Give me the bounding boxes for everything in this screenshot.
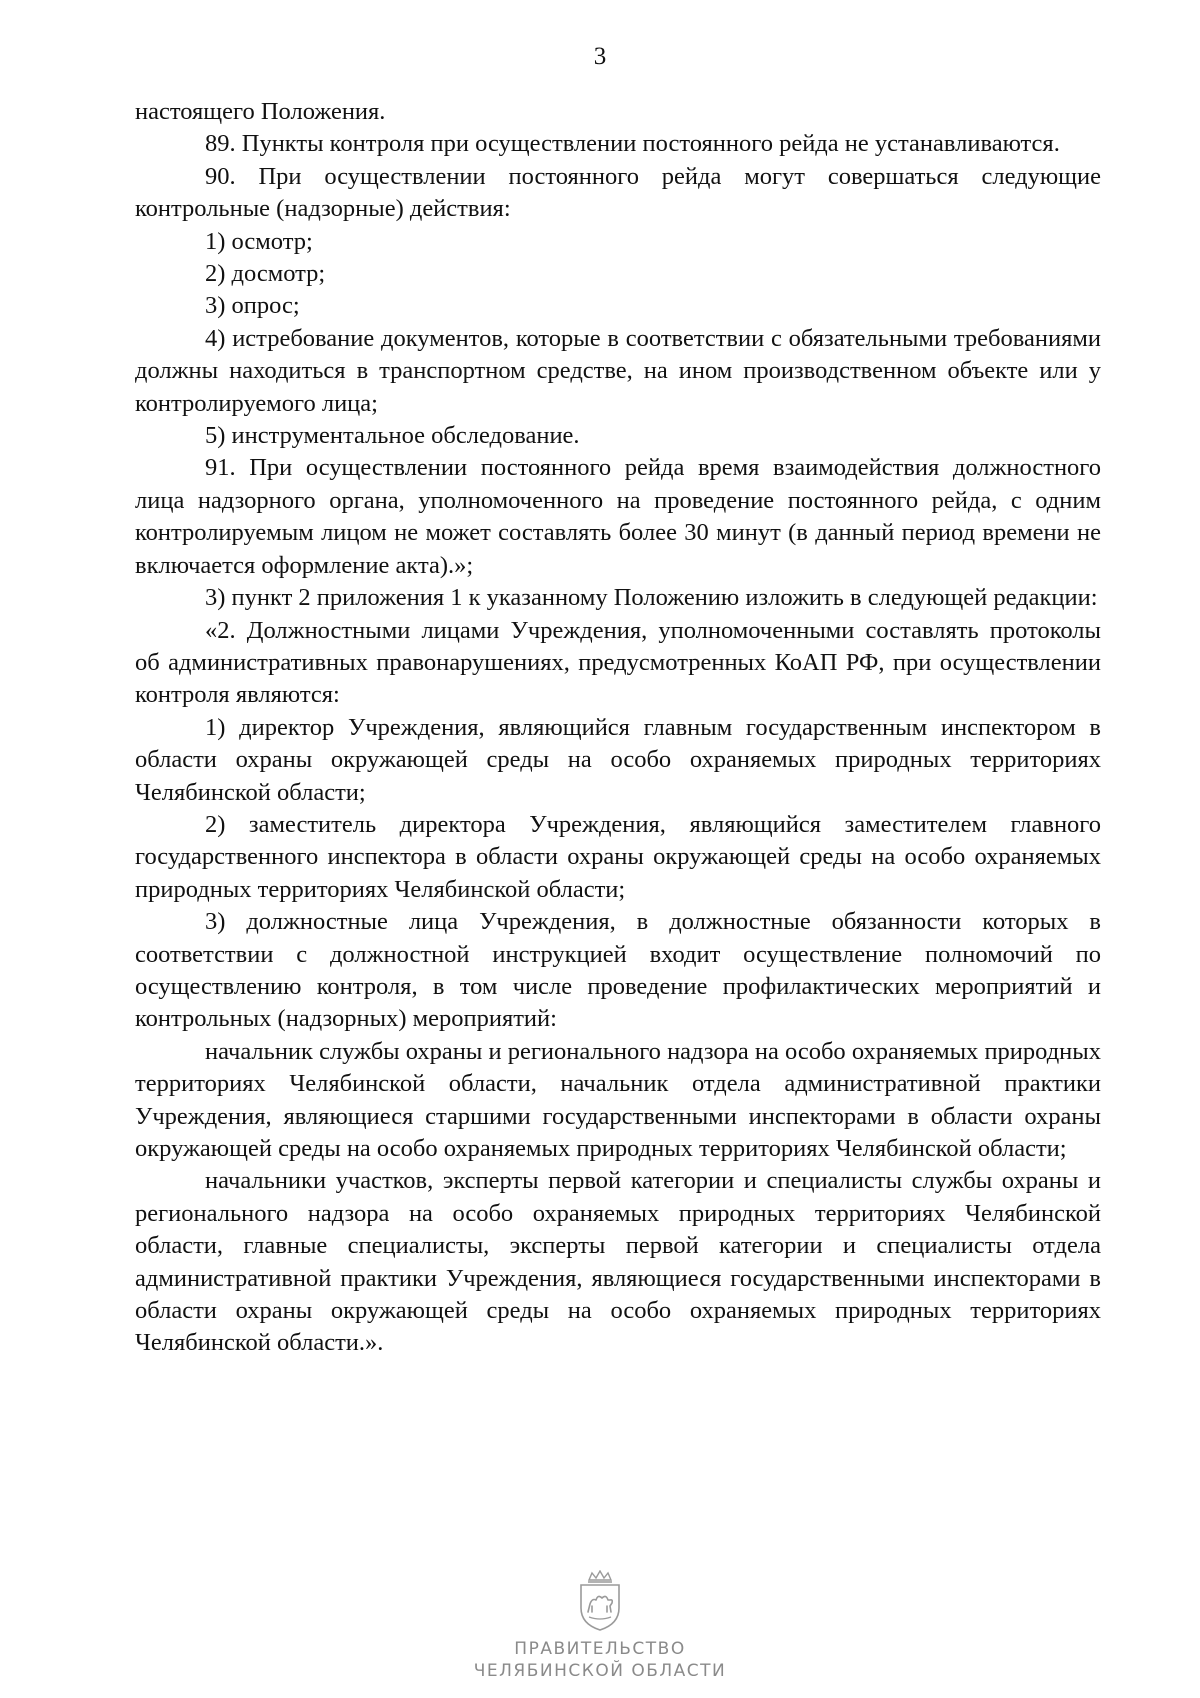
- list-item: 3) должностные лица Учреждения, в должностные обязанности которых в соответствии с должностной инструкцией входит осуществление полномочий по осуществлению контроля, в том числе проведение профилактических мероприятий и контрольных (надзорных) мероприятий:: [135, 908, 1101, 1033]
- list-item: 2) заместитель директора Учреждения, являющийся заместителем главного государственного инспектора в области охраны окружающей среды на особо охраняемых природных территориях Челябинской области;: [135, 810, 1101, 903]
- list-item: 2) досмотр;: [205, 260, 326, 288]
- document-body: [135, 96, 1101, 1360]
- list-item: 1) осмотр;: [205, 227, 313, 255]
- list-item: 3) опрос;: [205, 292, 300, 320]
- paragraph: «2. Должностными лицами Учреждения, уполномоченными составлять протоколы об административных правонарушениях, предусмотренных КоАП РФ, при осуществлении контроля являются:: [135, 616, 1101, 709]
- paragraph: 89. Пункты контроля при осуществлении постоянного рейда не устанавливаются.: [205, 130, 1060, 158]
- paragraph: 3) пункт 2 приложения 1 к указанному Положению изложить в следующей редакции:: [205, 584, 1098, 612]
- paragraph: 91. При осуществлении постоянного рейда время взаимодействия должностного лица надзорного органа, уполномоченного на проведение постоянного рейда, с одним контролируемым лицом не может составлять более 30 минут (в данный период времени не включается оформление акта).»;: [135, 454, 1101, 579]
- page-number: 3: [593, 43, 607, 70]
- watermark-line-2: ЧЕЛЯБИНСКОЙ ОБЛАСТИ: [473, 1661, 727, 1681]
- coat-of-arms-icon: [575, 1570, 625, 1632]
- paragraph: начальник службы охраны и регионального надзора на особо охраняемых природных территориях Челябинской области, начальник отдела административной практики Учреждения, являющиеся старшими государственными инспекторами в области охраны окружающей среды на особо охраняемых природных территориях Челябинской области;: [135, 1037, 1101, 1162]
- list-item: 4) истребование документов, которые в соответствии с обязательными требованиями должны находиться в транспортном средстве, на ином производственном объекте или у контролируемого лица;: [135, 324, 1101, 417]
- paragraph: 90. При осуществлении постоянного рейда могут совершаться следующие контрольные (надзорные) действия:: [135, 162, 1101, 223]
- paragraph: начальники участков, эксперты первой категории и специалисты службы охраны и регионального надзора на особо охраняемых природных территориях Челябинской области, главные специалисты, эксперты первой категории и специалисты отдела административной практики Учреждения, являющиеся государственными инспекторами в области охраны окружающей среды на особо охраняемых природных территориях Челябинской области.».: [135, 1167, 1101, 1357]
- list-item: 5) инструментальное обследование.: [205, 422, 580, 450]
- paragraph: настоящего Положения.: [135, 98, 386, 125]
- list-item: 1) директор Учреждения, являющийся главным государственным инспектором в области охраны окружающей среды на особо охраняемых природных территориях Челябинской области;: [135, 713, 1101, 806]
- watermark-line-1: ПРАВИТЕЛЬСТВО: [514, 1639, 686, 1659]
- government-watermark: [0, 1570, 1200, 1682]
